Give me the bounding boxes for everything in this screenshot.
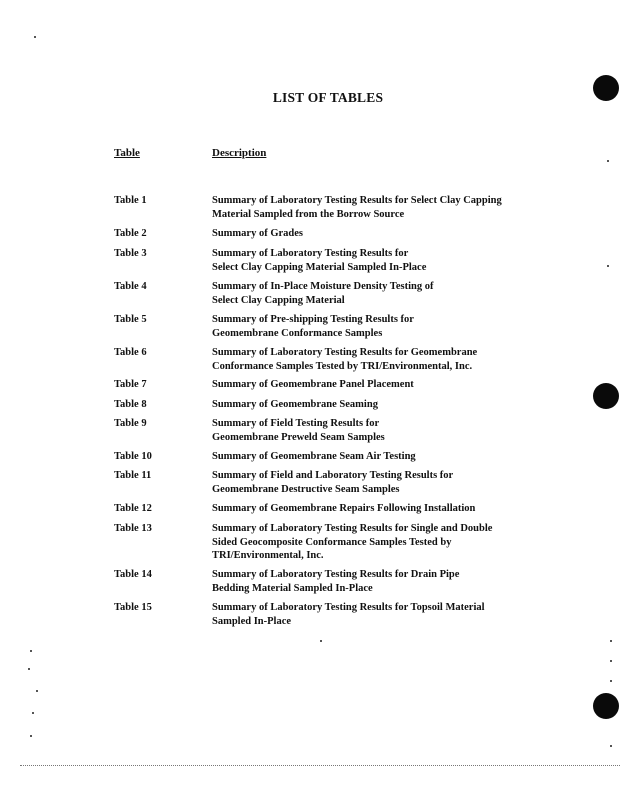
scan-speck	[28, 668, 30, 670]
table-number: Table 5	[114, 314, 147, 325]
table-description: Summary of Grades	[212, 228, 303, 239]
scan-edge-dots	[20, 765, 620, 768]
column-header-table: Table	[114, 147, 140, 159]
table-number: Table 15	[114, 602, 152, 613]
table-number: Table 14	[114, 569, 152, 580]
page-title: LIST OF TABLES	[272, 90, 384, 105]
punch-hole-bottom	[593, 693, 619, 719]
scan-speck	[320, 640, 322, 642]
table-description: Summary of Field and Laboratory Testing Results for Geomembrane Destructive Seam Samples	[212, 470, 454, 495]
table-number: Table 4	[114, 281, 147, 292]
table-number: Table 10	[114, 451, 152, 462]
table-description: Summary of Geomembrane Seaming	[212, 399, 378, 410]
scan-speck	[36, 690, 38, 692]
table-description: Summary of Pre-shipping Testing Results for Geomembrane Conformance Samples	[212, 314, 414, 339]
punch-hole-middle	[593, 383, 619, 409]
table-number: Table 13	[114, 523, 152, 534]
table-description: Summary of Geomembrane Repairs Following Installation	[212, 503, 476, 514]
table-description: Summary of Laboratory Testing Results for Select Clay Capping Material Sampled In-Place	[212, 248, 427, 273]
table-number: Table 8	[114, 399, 147, 410]
table-description: Summary of Field Testing Results for Geomembrane Preweld Seam Samples	[212, 418, 385, 443]
table-description: Summary of Geomembrane Seam Air Testing	[212, 451, 416, 462]
scan-speck	[610, 680, 612, 682]
table-number: Table 9	[114, 418, 147, 429]
scan-speck	[610, 745, 612, 747]
column-header-description: Description	[212, 147, 267, 159]
scan-speck	[30, 735, 32, 737]
table-number: Table 2	[114, 228, 147, 239]
table-description: Summary of Laboratory Testing Results for Topsoil Material Sampled In-Place	[212, 602, 485, 627]
table-number: Table 7	[114, 379, 147, 390]
scan-speck	[610, 640, 612, 642]
table-number: Table 6	[114, 347, 147, 358]
table-description: Summary of Geomembrane Panel Placement	[212, 379, 414, 390]
table-description: Summary of Laboratory Testing Results for Drain Pipe Bedding Material Sampled In-Place	[212, 569, 460, 594]
table-number: Table 12	[114, 503, 152, 514]
scan-speck	[607, 160, 609, 162]
table-number: Table 11	[114, 470, 152, 481]
table-description: Summary of Laboratory Testing Results for Geomembrane Conformance Samples Tested by TRI/Environmental, Inc.	[212, 347, 478, 372]
scan-speck	[607, 265, 609, 267]
scan-speck	[34, 36, 36, 38]
table-number: Table 3	[114, 248, 147, 259]
table-description: Summary of Laboratory Testing Results for Select Clay Capping Material Sampled from the Borrow Source	[212, 195, 502, 220]
table-description: Summary of Laboratory Testing Results for Single and Double Sided Geocomposite Conformance Samples Tested by TRI/Environmental, Inc.	[212, 523, 493, 561]
table-number: Table 1	[114, 195, 147, 206]
table-description: Summary of In-Place Moisture Density Testing of Select Clay Capping Material	[212, 281, 434, 306]
scan-speck	[610, 660, 612, 662]
scan-speck	[30, 650, 32, 652]
scan-speck	[32, 712, 34, 714]
